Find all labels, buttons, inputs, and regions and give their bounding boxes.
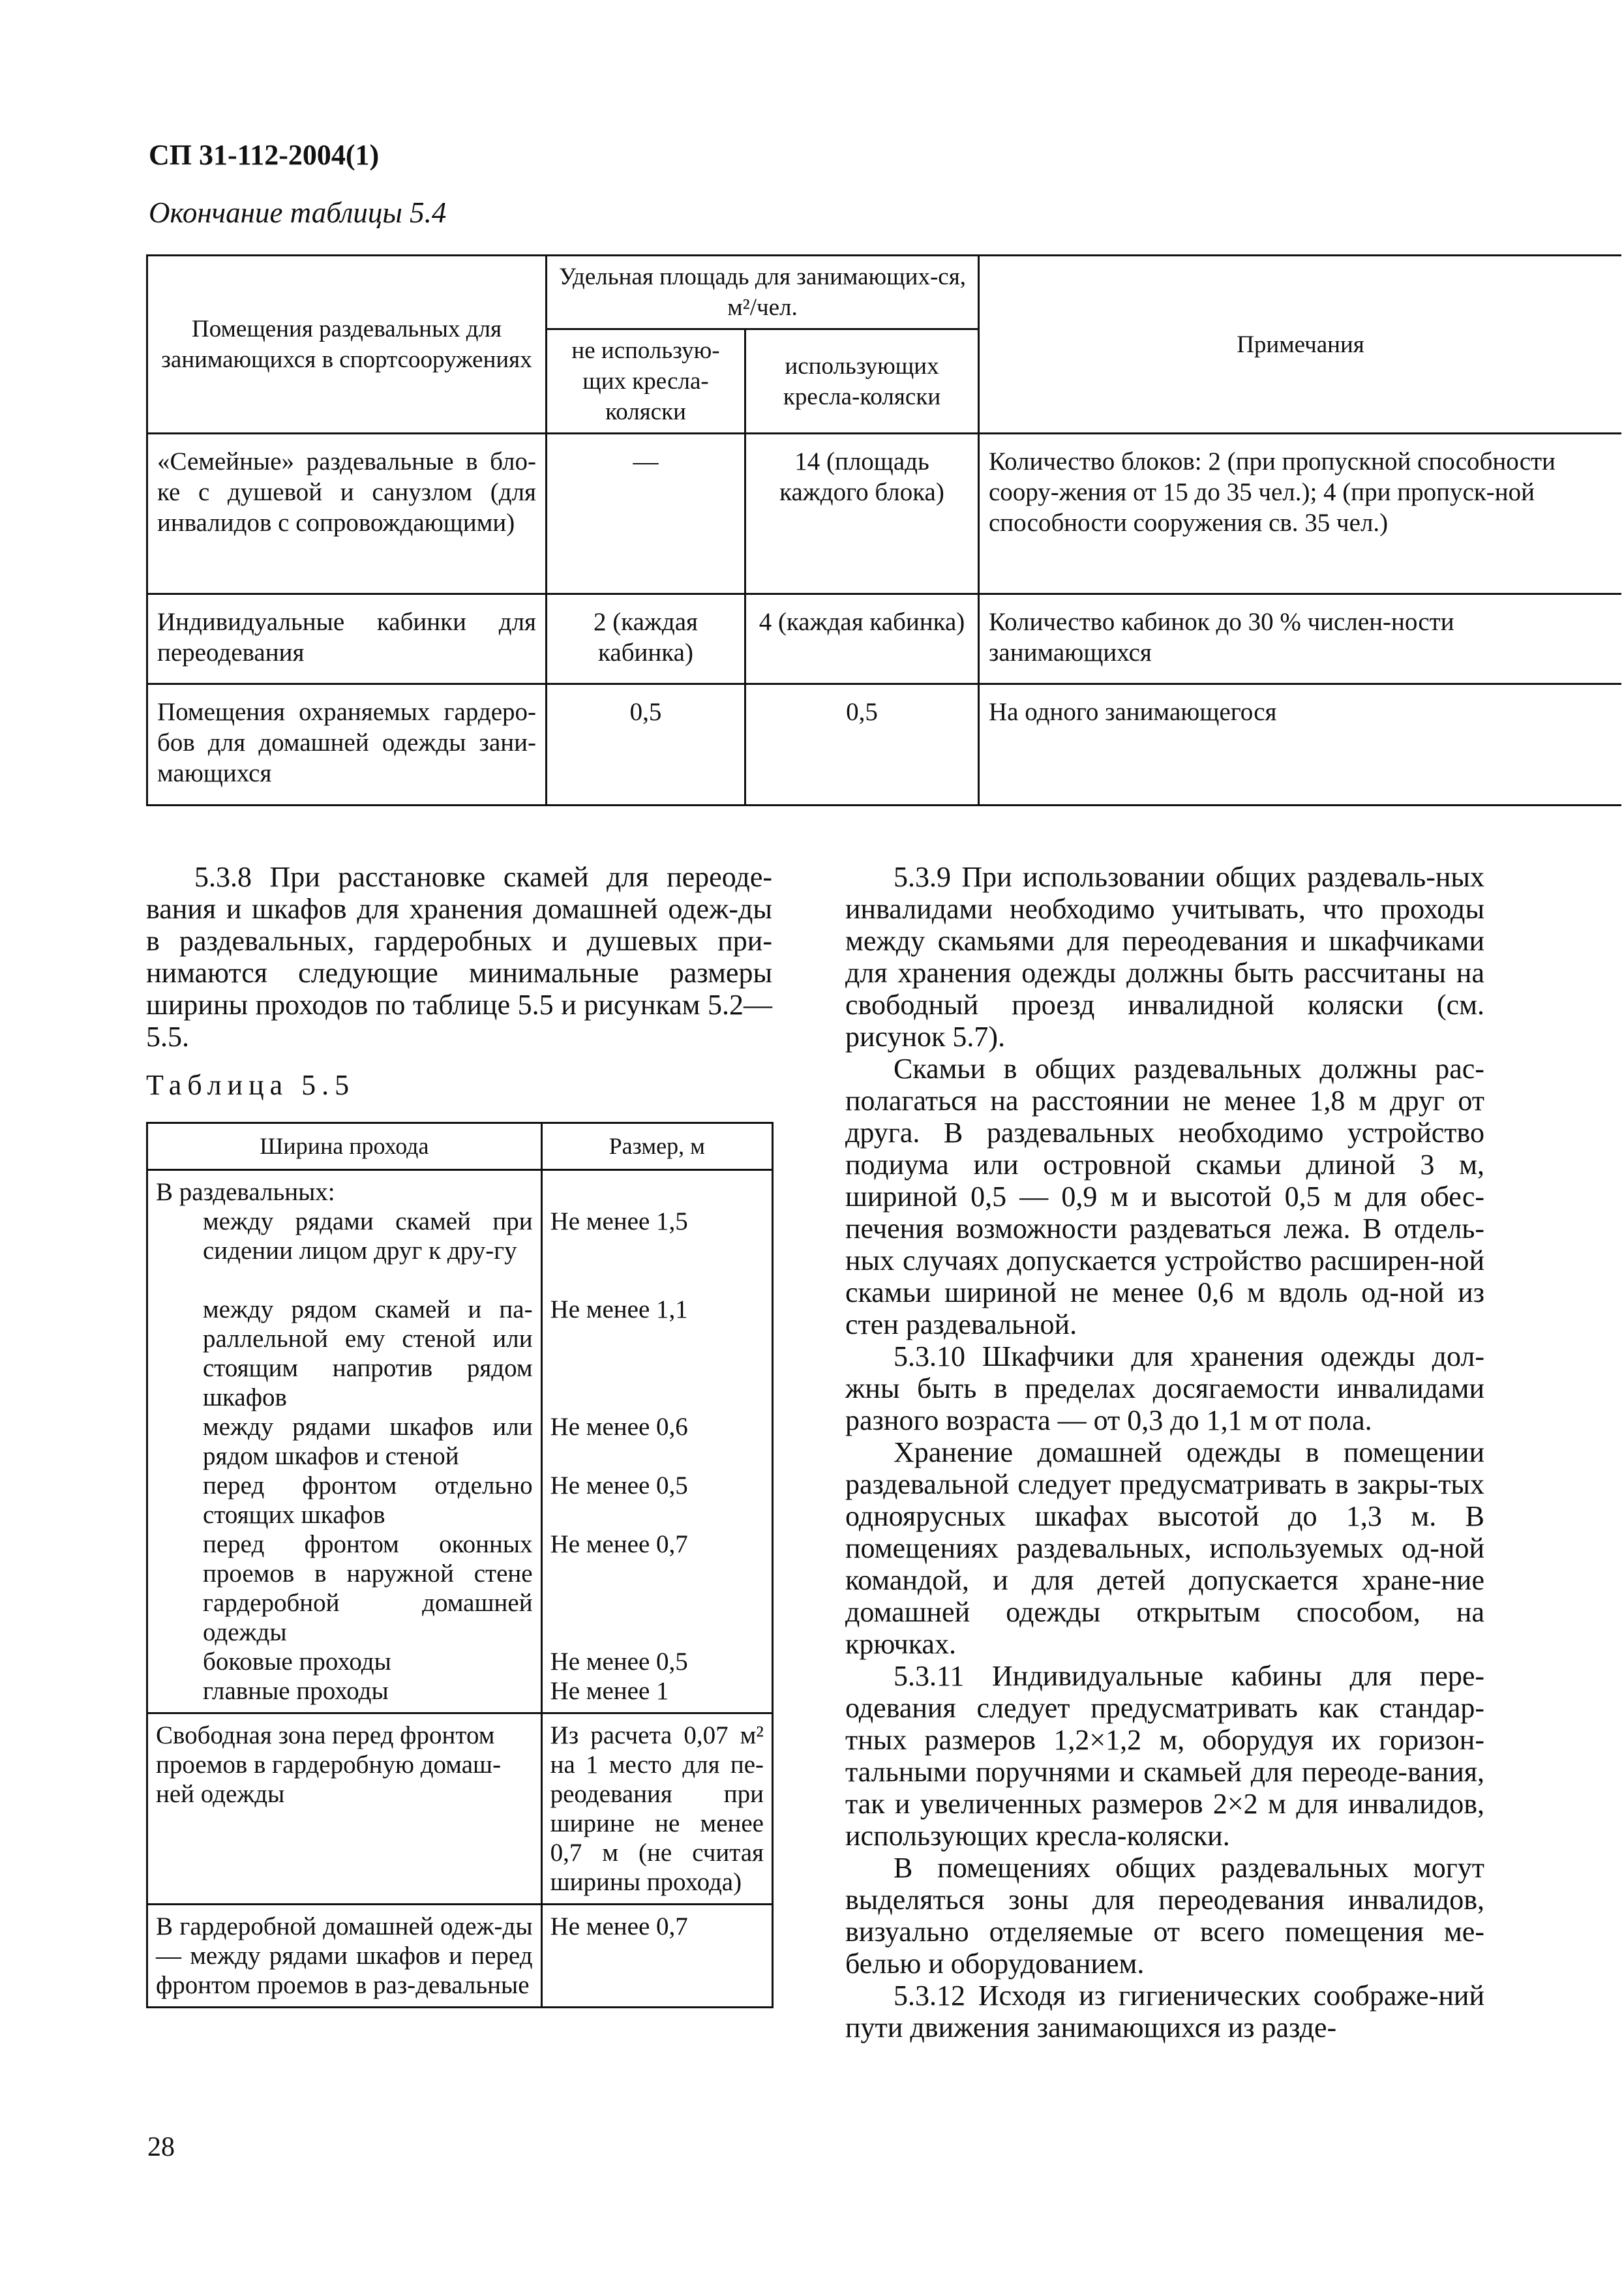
cell-wheelchair: 14 (площадь каждого блока) — [745, 434, 979, 594]
cell-wheelchair: 0,5 — [745, 684, 979, 806]
table-5-5 — [146, 1122, 774, 2008]
header-no-wheelchair: не использую-щих кресла-коляски — [547, 329, 745, 434]
header-wheelchair: использующих кресла-коляски — [745, 329, 979, 434]
cell-passage: В гардеробной домашней одеж-ды — между рядами шкафов и перед фронтом проемов в раз-девальные — [147, 1905, 542, 2008]
header-notes: Примечания — [979, 256, 1622, 434]
table-row — [147, 684, 1622, 806]
cell-size: Из расчета 0,07 м² на 1 место для пе-реодевания при ширине не менее 0,7 м (не считая ширины прохода) — [541, 1713, 772, 1905]
paragraph: Скамьи в общих раздевальных должны рас-полагаться на расстоянии не менее 1,8 м друг от друга. В раздевальных необходимо устройство подиума или островной скамьи длиной 3 м, шириной 0,5 — 0,9 м и высотой 0,5 м для обес-печения возможности раздеваться лежа. В отдель-ных случаях допускается устройство расширен-ной скамьи шириной не менее 0,6 м вдоль од-ной из стен раздевальной. — [845, 1053, 1484, 1340]
cell-note: Количество кабинок до 30 % числен-ности занимающихся — [979, 594, 1622, 684]
table-5-5-title: Таблица 5.5 — [146, 1069, 355, 1101]
table-row — [147, 594, 1622, 684]
size-value: Не менее 1,1 — [550, 1295, 688, 1323]
table-row — [147, 1713, 773, 1905]
cell-premises: Помещения охраняемых гардеро-бов для домашней одежды зани-мающихся — [147, 684, 547, 806]
table-header-row — [147, 1123, 773, 1170]
cell-wheelchair: 4 (каждая кабинка) — [745, 594, 979, 684]
document-code: СП 31-112-2004(1) — [149, 139, 380, 171]
size-value: Не менее 1 — [550, 1677, 669, 1705]
paragraph-5-3-8: 5.3.8 При расстановке скамей для переоде-вания и шкафов для хранения домашней одеж-ды в раздевальных, гардеробных и душевых при-нимаются следующие минимальные размеры ширины проходов по таблице 5.5 и рисункам 5.2—5.5. — [146, 861, 772, 1053]
cell-note: Количество блоков: 2 (при пропускной способности соору-жения от 15 до 35 чел.); 4 (при пропуск-ной способности сооружения св. 35 чел.) — [979, 434, 1622, 594]
sub-item-text: перед фронтом отдельно стоящих шкафов — [203, 1471, 533, 1529]
table-row — [147, 1170, 773, 1713]
paragraph-5-3-11: 5.3.11 Индивидуальные кабины для пере-одевания следует предусматривать как стандар-тных размеров 1,2×1,2 м, оборудуя их горизон-тальными поручнями и скамьей для переоде-вания, так и увеличенных размеров 2×2 м для инвалидов, использующих кресла-коляски. — [845, 1660, 1484, 1852]
cell-premises: Индивидуальные кабинки для переодевания — [147, 594, 547, 684]
sub-item-text: между рядом скамей и па-раллельной ему стеной или стоящим напротив рядом шкафов — [203, 1295, 533, 1411]
group-label: В раздевальных: — [156, 1178, 335, 1206]
size-value: Не менее 0,5 — [550, 1648, 688, 1676]
header-premises: Помещения раздевальных для занимающихся в спортсооружениях — [147, 256, 547, 434]
cell-note: На одного занимающегося — [979, 684, 1622, 806]
right-column — [845, 861, 1484, 2043]
sub-item-text: между рядами скамей при сидении лицом друг к дру-гу — [203, 1207, 533, 1265]
cell-size: Не менее 0,7 — [541, 1905, 772, 2008]
left-column — [146, 861, 772, 1053]
page-number: 28 — [147, 2132, 175, 2162]
cell-no-wheelchair: 2 (каждая кабинка) — [547, 594, 745, 684]
sub-item-text: между рядами шкафов или рядом шкафов и стеной — [203, 1413, 533, 1470]
size-value: Не менее 1,5 — [550, 1207, 688, 1235]
table-header-row — [147, 256, 1622, 329]
sub-item-text: перед фронтом оконных проемов в наружной стене гардеробной домашней одежды — [203, 1530, 533, 1646]
table-continuation-caption: Окончание таблицы 5.4 — [149, 196, 447, 229]
paragraph: Хранение домашней одежды в помещении раздевальной следует предусматривать в закры-тых одноярусных шкафах высотой до 1,3 м. В помещениях раздевальных, используемых од-ной командой, и для детей допускается хране-ние домашней одежды открытым способом, на крючках. — [845, 1436, 1484, 1660]
paragraph-5-3-10: 5.3.10 Шкафчики для хранения одежды дол-жны быть в пределах досягаемости инвалидами разного возраста — от 0,3 до 1,1 м от пола. — [845, 1340, 1484, 1436]
cell-no-wheelchair: — — [547, 434, 745, 594]
size-value: Не менее 0,7 — [550, 1530, 688, 1558]
header-passage-width: Ширина прохода — [147, 1123, 542, 1170]
cell-passage-group — [147, 1170, 542, 1713]
header-specific-area: Удельная площадь для занимающих-ся, м²/чел. — [547, 256, 979, 329]
table-row — [147, 1905, 773, 2008]
cell-passage: Свободная зона перед фронтом проемов в гардеробную домаш-ней одежды — [147, 1713, 542, 1905]
sub-item-text: боковые проходы — [203, 1648, 391, 1676]
size-value: Не менее 0,5 — [550, 1471, 688, 1500]
size-value: Не менее 0,6 — [550, 1413, 688, 1441]
paragraph-5-3-12: 5.3.12 Исходя из гигиенических соображе-ний пути движения занимающихся из разде- — [845, 1980, 1484, 2043]
paragraph: В помещениях общих раздевальных могут выделяться зоны для переодевания инвалидов, визуально отделяемые от всего помещения ме-белью и оборудованием. — [845, 1852, 1484, 1980]
sub-item-text: главные проходы — [203, 1677, 389, 1705]
header-size: Размер, м — [541, 1123, 772, 1170]
cell-size-group — [541, 1170, 772, 1713]
cell-no-wheelchair: 0,5 — [547, 684, 745, 806]
table-5-4 — [146, 254, 1621, 806]
paragraph-5-3-9: 5.3.9 При использовании общих раздеваль-ных инвалидами необходимо учитывать, что проходы между скамьями для переодевания и шкафчиками для хранения одежды должны быть рассчитаны на свободный проезд инвалидной коляски (см. рисунок 5.7). — [845, 861, 1484, 1053]
table-row — [147, 434, 1622, 594]
cell-premises: «Семейные» раздевальные в бло-ке с душевой и санузлом (для инвалидов с сопровождающими) — [147, 434, 547, 594]
